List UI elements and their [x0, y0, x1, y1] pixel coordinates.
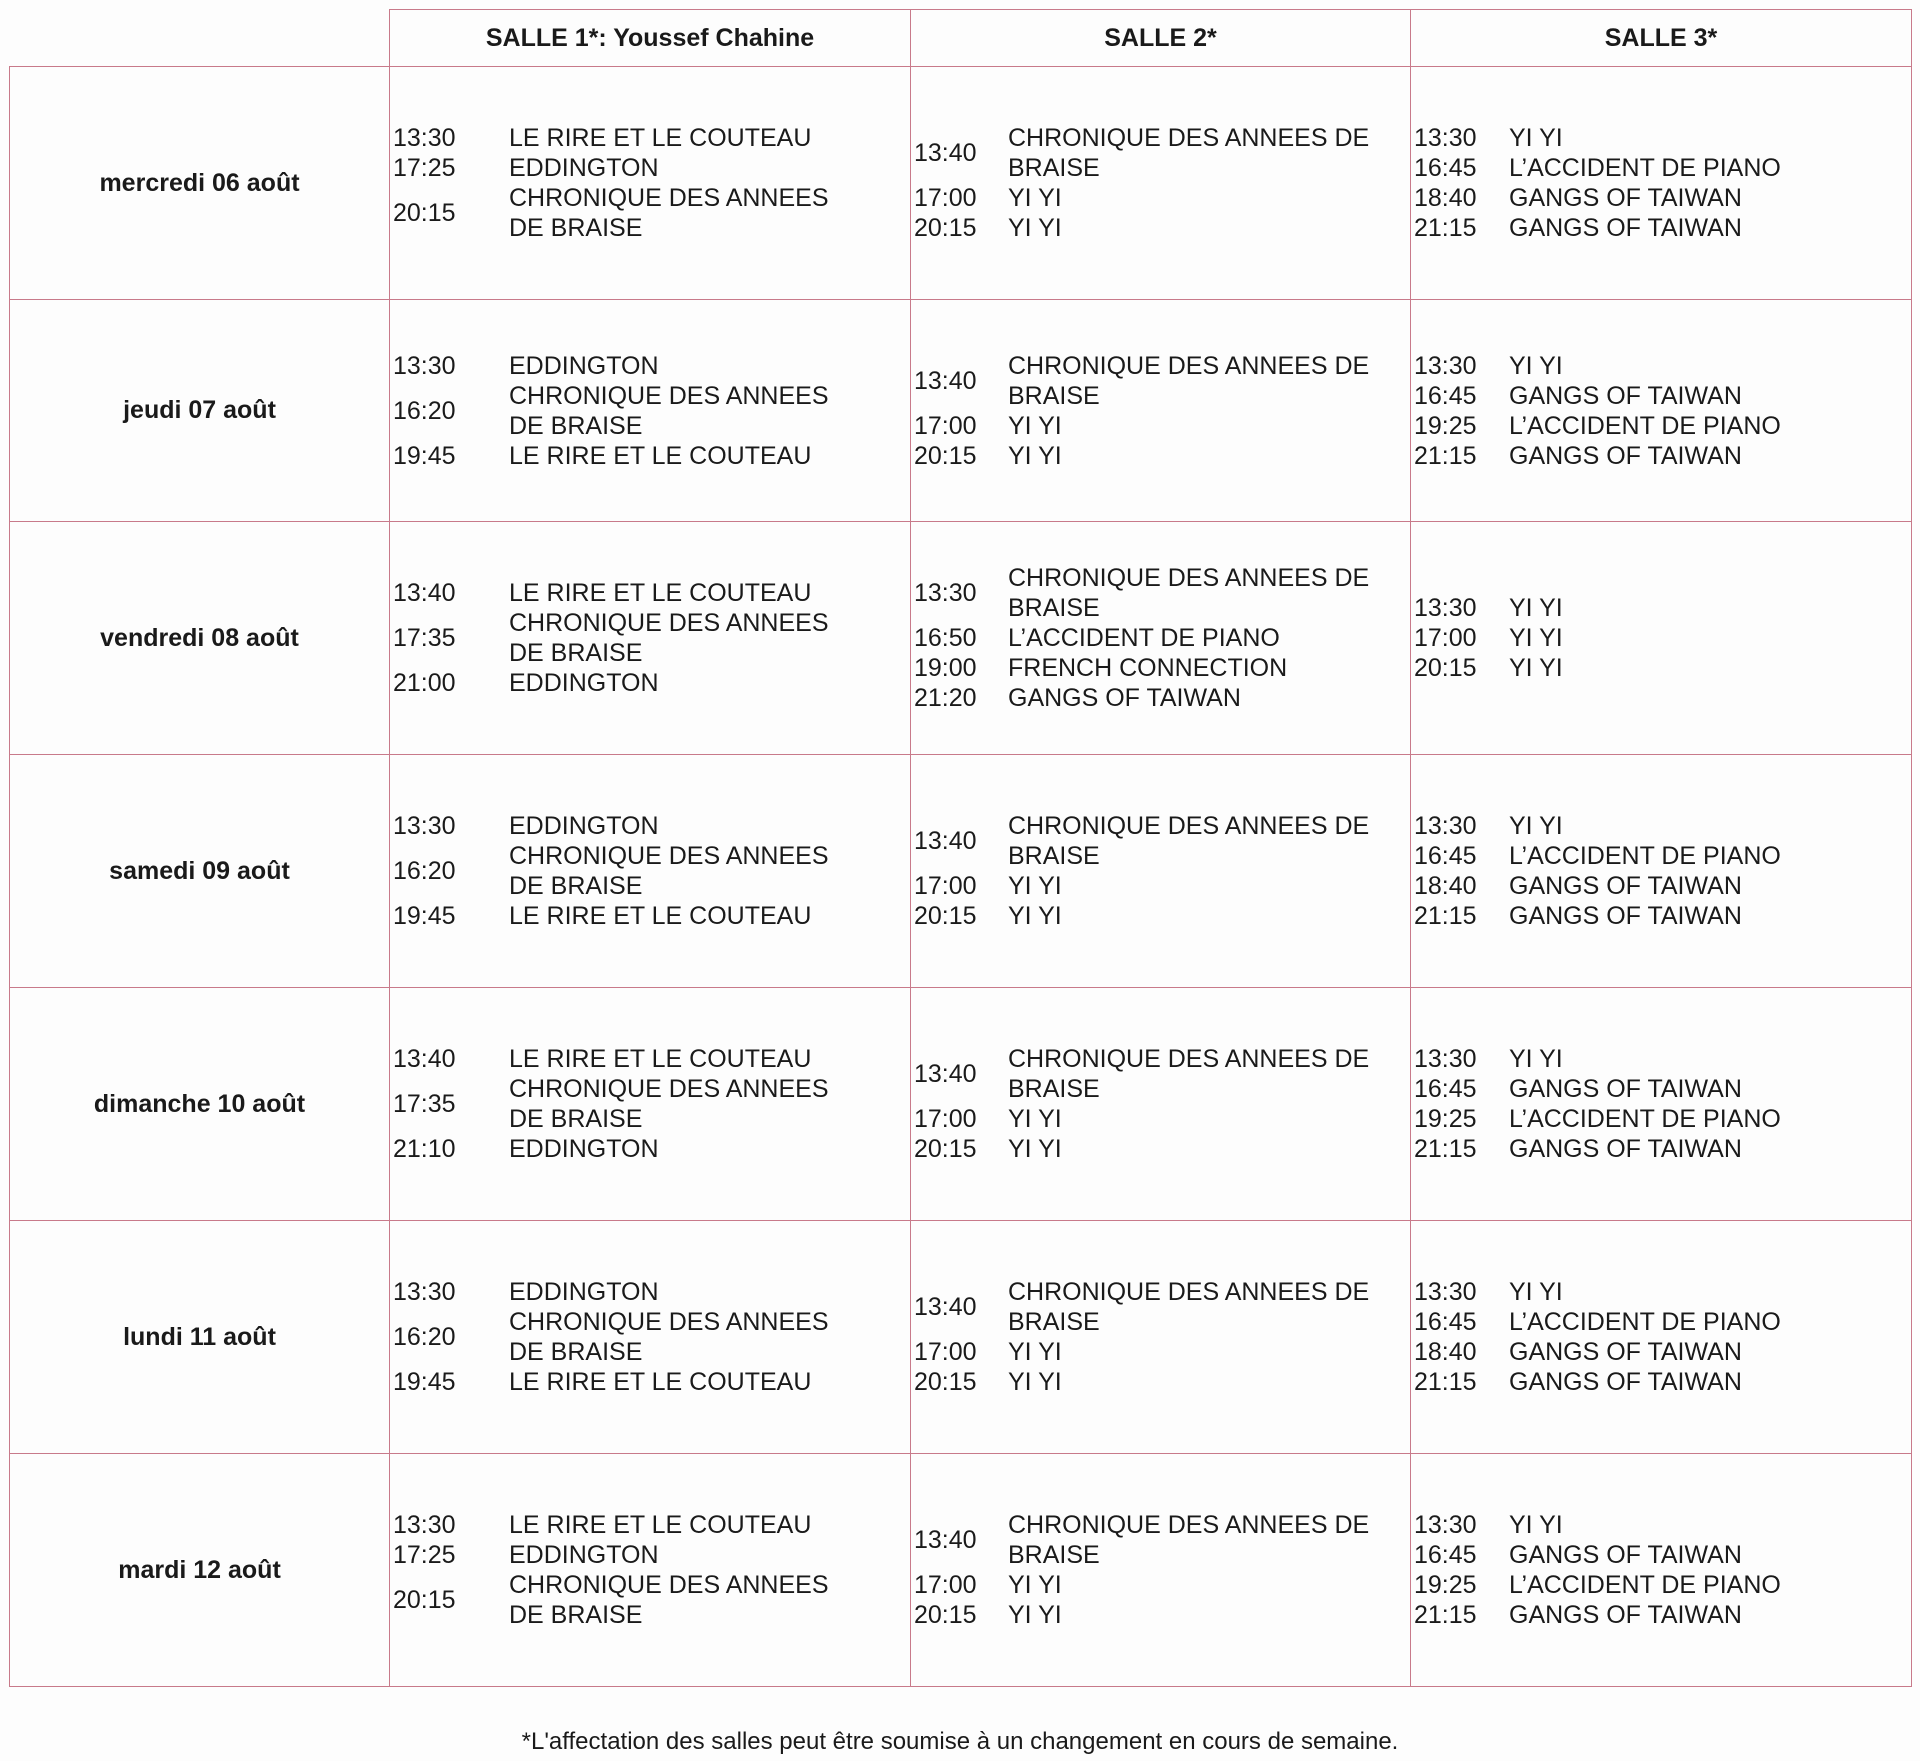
showtime-list	[390, 568, 910, 708]
film-title: YI YI	[1008, 441, 1062, 470]
showtime-time: 13:40	[914, 1060, 977, 1088]
showtime-time: 18:40	[1414, 872, 1477, 900]
showtime-time: 13:40	[914, 827, 977, 855]
film-title: CHRONIQUE DES ANNEES DE BRAISE	[509, 842, 829, 900]
showtime-time: 13:30	[393, 1278, 456, 1306]
showtime-time: 13:30	[1414, 594, 1477, 622]
showtime-item	[393, 123, 910, 153]
film-title: GANGS OF TAIWAN	[1509, 1135, 1742, 1163]
film-title: YI YI	[1008, 1571, 1062, 1599]
showtime-time: 13:30	[1414, 124, 1477, 152]
showtime-item	[914, 1600, 1410, 1630]
showtime-time: 20:15	[914, 441, 977, 470]
showtime-item	[914, 901, 1410, 931]
showtime-list	[911, 1500, 1410, 1640]
film-title: LE RIRE ET LE COUTEAU	[509, 441, 812, 470]
showtime-time: 21:15	[1414, 441, 1477, 470]
film-title: YI YI	[1008, 214, 1062, 242]
showtime-time: 20:15	[914, 214, 977, 242]
film-title: CHRONIQUE DES ANNEES DE BRAISE	[1008, 351, 1370, 410]
film-title: LE RIRE ET LE COUTEAU	[509, 902, 812, 930]
showtime-time: 21:15	[1414, 1601, 1477, 1629]
film-title: YI YI	[1008, 902, 1062, 930]
showtime-time: 18:40	[1414, 184, 1477, 212]
showtime-time: 19:25	[1414, 411, 1477, 440]
showtime-item	[393, 1510, 910, 1540]
showtime-time: 19:25	[1414, 1105, 1477, 1133]
showtime-item	[1414, 901, 1911, 931]
film-title: YI YI	[1509, 594, 1563, 622]
showtime-item	[1414, 1307, 1911, 1337]
day-row	[10, 1221, 1912, 1454]
showtime-item	[914, 1277, 1410, 1337]
showtime-item	[393, 1367, 910, 1397]
showtime-time: 21:15	[1414, 1135, 1477, 1163]
showtime-item	[914, 871, 1410, 901]
film-title: L’ACCIDENT DE PIANO	[1509, 411, 1781, 440]
showtime-item	[914, 683, 1410, 713]
showtime-item	[1414, 1044, 1911, 1074]
film-title: CHRONIQUE DES ANNEES DE BRAISE	[509, 184, 829, 242]
film-title: EDDINGTON	[509, 1278, 659, 1306]
hall-3-cell	[1411, 988, 1912, 1221]
film-title: CHRONIQUE DES ANNEES DE BRAISE	[1008, 124, 1370, 182]
showtime-item	[393, 1044, 910, 1074]
film-title: YI YI	[1008, 1135, 1062, 1163]
showtime-time: 13:30	[1414, 351, 1477, 380]
showtime-item	[393, 811, 910, 841]
showtime-time: 13:30	[393, 351, 456, 380]
showtime-item	[393, 841, 910, 901]
showtime-time: 13:30	[393, 124, 456, 152]
showtime-time: 17:00	[914, 872, 977, 900]
showtime-time: 18:40	[1414, 1338, 1477, 1366]
film-title: L’ACCIDENT DE PIANO	[1008, 624, 1280, 652]
film-title: L’ACCIDENT DE PIANO	[1509, 1105, 1781, 1133]
film-title: FRENCH CONNECTION	[1008, 654, 1288, 682]
hall-header-1: SALLE 1*: Youssef Chahine	[390, 10, 911, 67]
showtime-item	[1414, 411, 1911, 441]
film-title: GANGS OF TAIWAN	[1509, 1541, 1742, 1569]
showtime-time: 17:00	[914, 1105, 977, 1133]
showtime-list	[390, 801, 910, 941]
showtime-list	[1411, 1500, 1911, 1640]
film-title: YI YI	[1509, 624, 1563, 652]
day-label: jeudi 07 août	[10, 300, 390, 522]
day-label: vendredi 08 août	[10, 522, 390, 755]
film-title: LE RIRE ET LE COUTEAU	[509, 1511, 812, 1539]
showtime-list	[390, 113, 910, 253]
film-title: CHRONIQUE DES ANNEES DE BRAISE	[509, 381, 829, 440]
showtime-time: 13:30	[1414, 1278, 1477, 1306]
header-row	[10, 10, 1912, 67]
day-row	[10, 522, 1912, 755]
showtime-item	[914, 1044, 1410, 1104]
film-title: CHRONIQUE DES ANNEES DE BRAISE	[1008, 1278, 1370, 1336]
film-title: CHRONIQUE DES ANNEES DE BRAISE	[509, 609, 829, 667]
showtime-time: 16:45	[1414, 381, 1477, 410]
showtime-item	[914, 653, 1410, 683]
film-title: CHRONIQUE DES ANNEES DE BRAISE	[1008, 1511, 1370, 1569]
showtime-time: 17:00	[914, 1338, 977, 1366]
showtime-item	[1414, 351, 1911, 381]
film-title: CHRONIQUE DES ANNEES DE BRAISE	[1008, 812, 1370, 870]
film-title: YI YI	[1509, 1278, 1563, 1306]
showtime-item	[393, 1074, 910, 1134]
showtime-time: 20:15	[393, 1586, 456, 1614]
showtime-time: 16:20	[393, 396, 456, 425]
film-title: YI YI	[1008, 184, 1062, 212]
hall-1-cell	[390, 988, 911, 1221]
showtime-time: 16:45	[1414, 842, 1477, 870]
showtime-list	[1411, 113, 1911, 253]
showtime-item	[1414, 1510, 1911, 1540]
showtime-item	[914, 1134, 1410, 1164]
film-title: LE RIRE ET LE COUTEAU	[509, 579, 812, 607]
showtime-item	[393, 1134, 910, 1164]
showtime-time: 17:00	[914, 1571, 977, 1599]
showtime-list	[911, 1267, 1410, 1407]
day-label: lundi 11 août	[10, 1221, 390, 1454]
hall-3-cell	[1411, 755, 1912, 988]
showtime-list	[911, 1034, 1410, 1174]
day-row	[10, 300, 1912, 522]
film-title: EDDINGTON	[509, 1541, 659, 1569]
showtime-time: 21:00	[393, 669, 456, 697]
showtime-item	[1414, 123, 1911, 153]
hall-2-cell	[911, 522, 1411, 755]
showtime-time: 13:40	[914, 1526, 977, 1554]
showtime-list	[1411, 801, 1911, 941]
showtime-time: 20:15	[914, 902, 977, 930]
showtime-item	[393, 1540, 910, 1570]
showtime-list	[1411, 583, 1911, 693]
showtime-item	[914, 1337, 1410, 1367]
showtime-item	[914, 213, 1410, 243]
showtime-item	[1414, 1367, 1911, 1397]
showtime-time: 13:30	[393, 812, 456, 840]
showtime-item	[393, 578, 910, 608]
film-title: GANGS OF TAIWAN	[1509, 441, 1742, 470]
corner-cell	[10, 10, 390, 67]
showtime-item	[914, 1510, 1410, 1570]
showtime-item	[1414, 593, 1911, 623]
showtime-item	[393, 381, 910, 441]
showtime-time: 17:25	[393, 1541, 456, 1569]
hall-2-cell	[911, 988, 1411, 1221]
showtime-list	[390, 1500, 910, 1640]
day-label: samedi 09 août	[10, 755, 390, 988]
showtime-item	[1414, 623, 1911, 653]
showtime-list	[911, 801, 1410, 941]
film-title: EDDINGTON	[509, 351, 659, 380]
hall-1-cell	[390, 522, 911, 755]
film-title: L’ACCIDENT DE PIANO	[1509, 154, 1781, 182]
film-title: CHRONIQUE DES ANNEES DE BRAISE	[509, 1075, 829, 1133]
showtime-time: 16:50	[914, 624, 977, 652]
film-title: YI YI	[1509, 1045, 1563, 1073]
film-title: YI YI	[1008, 872, 1062, 900]
showtime-item	[1414, 213, 1911, 243]
film-title: YI YI	[1509, 1511, 1563, 1539]
showtime-item	[1414, 811, 1911, 841]
showtime-list	[390, 341, 910, 481]
showtime-time: 20:15	[914, 1601, 977, 1629]
film-title: EDDINGTON	[509, 669, 659, 697]
showtime-time: 13:40	[393, 1045, 456, 1073]
hall-3-cell	[1411, 1221, 1912, 1454]
hall-header-3: SALLE 3*	[1411, 10, 1912, 67]
film-title: L’ACCIDENT DE PIANO	[1509, 842, 1781, 870]
showtime-item	[914, 563, 1410, 623]
film-title: EDDINGTON	[509, 1135, 659, 1163]
showtime-time: 21:20	[914, 684, 977, 712]
film-title: LE RIRE ET LE COUTEAU	[509, 1368, 812, 1396]
showtime-item	[1414, 1337, 1911, 1367]
showtime-time: 13:30	[393, 1511, 456, 1539]
showtime-item	[914, 441, 1410, 471]
showtime-item	[1414, 381, 1911, 411]
showtime-time: 13:30	[914, 579, 977, 607]
film-title: GANGS OF TAIWAN	[1509, 1368, 1742, 1396]
hall-header-2: SALLE 2*	[911, 10, 1411, 67]
showtime-time: 16:20	[393, 857, 456, 885]
hall-1-cell	[390, 755, 911, 988]
showtime-time: 19:45	[393, 441, 456, 470]
film-title: EDDINGTON	[509, 812, 659, 840]
schedule-table	[9, 9, 1912, 1687]
showtime-time: 17:00	[1414, 624, 1477, 652]
hall-2-cell	[911, 755, 1411, 988]
film-title: L’ACCIDENT DE PIANO	[1509, 1571, 1781, 1599]
showtime-item	[393, 153, 910, 183]
day-label: mercredi 06 août	[10, 67, 390, 300]
showtime-item	[393, 183, 910, 243]
hall-2-cell	[911, 1221, 1411, 1454]
day-row	[10, 755, 1912, 988]
showtime-time: 21:10	[393, 1135, 456, 1163]
showtime-item	[1414, 1600, 1911, 1630]
film-title: CHRONIQUE DES ANNEES DE BRAISE	[509, 1571, 829, 1629]
film-title: GANGS OF TAIWAN	[1509, 381, 1742, 410]
hall-2-cell	[911, 1454, 1411, 1687]
showtime-list	[911, 341, 1410, 481]
showtime-item	[393, 668, 910, 698]
showtime-item	[1414, 871, 1911, 901]
film-title: YI YI	[1008, 1105, 1062, 1133]
film-title: GANGS OF TAIWAN	[1509, 1601, 1742, 1629]
showtime-item	[914, 1104, 1410, 1134]
film-title: YI YI	[1008, 1368, 1062, 1396]
hall-1-cell	[390, 1454, 911, 1687]
showtime-item	[914, 183, 1410, 213]
showtime-time: 19:45	[393, 1368, 456, 1396]
showtime-time: 16:45	[1414, 1308, 1477, 1336]
showtime-list	[1411, 341, 1911, 481]
film-title: LE RIRE ET LE COUTEAU	[509, 124, 812, 152]
showtime-item	[1414, 1134, 1911, 1164]
showtime-item	[393, 1277, 910, 1307]
showtime-time: 16:45	[1414, 1075, 1477, 1103]
showtime-time: 20:15	[914, 1368, 977, 1396]
showtime-item	[1414, 1074, 1911, 1104]
film-title: GANGS OF TAIWAN	[1008, 684, 1241, 712]
showtime-item	[914, 411, 1410, 441]
hall-2-cell	[911, 300, 1411, 522]
showtime-item	[393, 441, 910, 471]
showtime-item	[914, 623, 1410, 653]
film-title: CHRONIQUE DES ANNEES DE BRAISE	[1008, 564, 1370, 622]
showtime-item	[914, 811, 1410, 871]
film-title: GANGS OF TAIWAN	[1509, 872, 1742, 900]
showtime-item	[393, 1307, 910, 1367]
showtime-list	[390, 1267, 910, 1407]
showtime-list	[911, 553, 1410, 723]
showtime-time: 17:25	[393, 154, 456, 182]
day-label: dimanche 10 août	[10, 988, 390, 1221]
day-row	[10, 67, 1912, 300]
schedule-grid	[9, 9, 1912, 1687]
hall-1-cell	[390, 1221, 911, 1454]
film-title: YI YI	[1008, 411, 1062, 440]
showtime-time: 20:15	[914, 1135, 977, 1163]
film-title: GANGS OF TAIWAN	[1509, 902, 1742, 930]
showtime-item	[1414, 841, 1911, 871]
showtime-item	[1414, 1277, 1911, 1307]
showtime-item	[393, 608, 910, 668]
showtime-time: 13:30	[1414, 1511, 1477, 1539]
film-title: YI YI	[1008, 1601, 1062, 1629]
film-title: GANGS OF TAIWAN	[1509, 1075, 1742, 1103]
film-title: YI YI	[1509, 654, 1563, 682]
film-title: YI YI	[1509, 812, 1563, 840]
showtime-time: 21:15	[1414, 1368, 1477, 1396]
footnote: *L'affectation des salles peut être soumise à un changement en cours de semaine.	[521, 1728, 1399, 1755]
showtime-time: 17:35	[393, 624, 456, 652]
showtime-time: 17:35	[393, 1090, 456, 1118]
film-title: GANGS OF TAIWAN	[1509, 214, 1742, 242]
film-title: GANGS OF TAIWAN	[1509, 1338, 1742, 1366]
hall-3-cell	[1411, 300, 1912, 522]
showtime-time: 20:15	[1414, 654, 1477, 682]
hall-3-cell	[1411, 1454, 1912, 1687]
showtime-list	[1411, 1267, 1911, 1407]
showtime-time: 19:45	[393, 902, 456, 930]
showtime-time: 13:30	[1414, 1045, 1477, 1073]
showtime-time: 13:40	[914, 139, 977, 167]
showtime-list	[1411, 1034, 1911, 1174]
showtime-item	[393, 901, 910, 931]
hall-2-cell	[911, 67, 1411, 300]
showtime-item	[1414, 441, 1911, 471]
showtime-item	[914, 123, 1410, 183]
showtime-time: 19:00	[914, 654, 977, 682]
showtime-time: 16:20	[393, 1323, 456, 1351]
showtime-item	[393, 351, 910, 381]
hall-1-cell	[390, 67, 911, 300]
showtime-time: 13:40	[914, 1293, 977, 1321]
showtime-time: 20:15	[393, 199, 456, 227]
film-title: GANGS OF TAIWAN	[1509, 184, 1742, 212]
showtime-item	[914, 351, 1410, 411]
showtime-item	[1414, 1104, 1911, 1134]
showtime-time: 13:40	[914, 366, 977, 395]
day-label: mardi 12 août	[10, 1454, 390, 1687]
showtime-item	[914, 1367, 1410, 1397]
showtime-time: 17:00	[914, 411, 977, 440]
film-title: CHRONIQUE DES ANNEES DE BRAISE	[509, 1308, 829, 1366]
showtime-time: 13:30	[1414, 812, 1477, 840]
showtime-time: 17:00	[914, 184, 977, 212]
hall-1-cell	[390, 300, 911, 522]
schedule-body	[10, 67, 1912, 1687]
hall-3-cell	[1411, 522, 1912, 755]
day-row	[10, 1454, 1912, 1687]
film-title: L’ACCIDENT DE PIANO	[1509, 1308, 1781, 1336]
showtime-time: 16:45	[1414, 154, 1477, 182]
showtime-item	[1414, 1570, 1911, 1600]
film-title: YI YI	[1509, 351, 1563, 380]
film-title: YI YI	[1008, 1338, 1062, 1366]
hall-3-cell	[1411, 67, 1912, 300]
showtime-list	[390, 1034, 910, 1174]
showtime-item	[1414, 1540, 1911, 1570]
showtime-item	[914, 1570, 1410, 1600]
film-title: LE RIRE ET LE COUTEAU	[509, 1045, 812, 1073]
showtime-time: 13:40	[393, 579, 456, 607]
showtime-time: 16:45	[1414, 1541, 1477, 1569]
film-title: EDDINGTON	[509, 154, 659, 182]
showtime-item	[1414, 153, 1911, 183]
film-title: YI YI	[1509, 124, 1563, 152]
showtime-item	[1414, 183, 1911, 213]
showtime-time: 21:15	[1414, 902, 1477, 930]
showtime-time: 21:15	[1414, 214, 1477, 242]
showtime-list	[911, 113, 1410, 253]
day-row	[10, 988, 1912, 1221]
showtime-item	[393, 1570, 910, 1630]
showtime-item	[1414, 653, 1911, 683]
showtime-time: 19:25	[1414, 1571, 1477, 1599]
film-title: CHRONIQUE DES ANNEES DE BRAISE	[1008, 1045, 1370, 1103]
